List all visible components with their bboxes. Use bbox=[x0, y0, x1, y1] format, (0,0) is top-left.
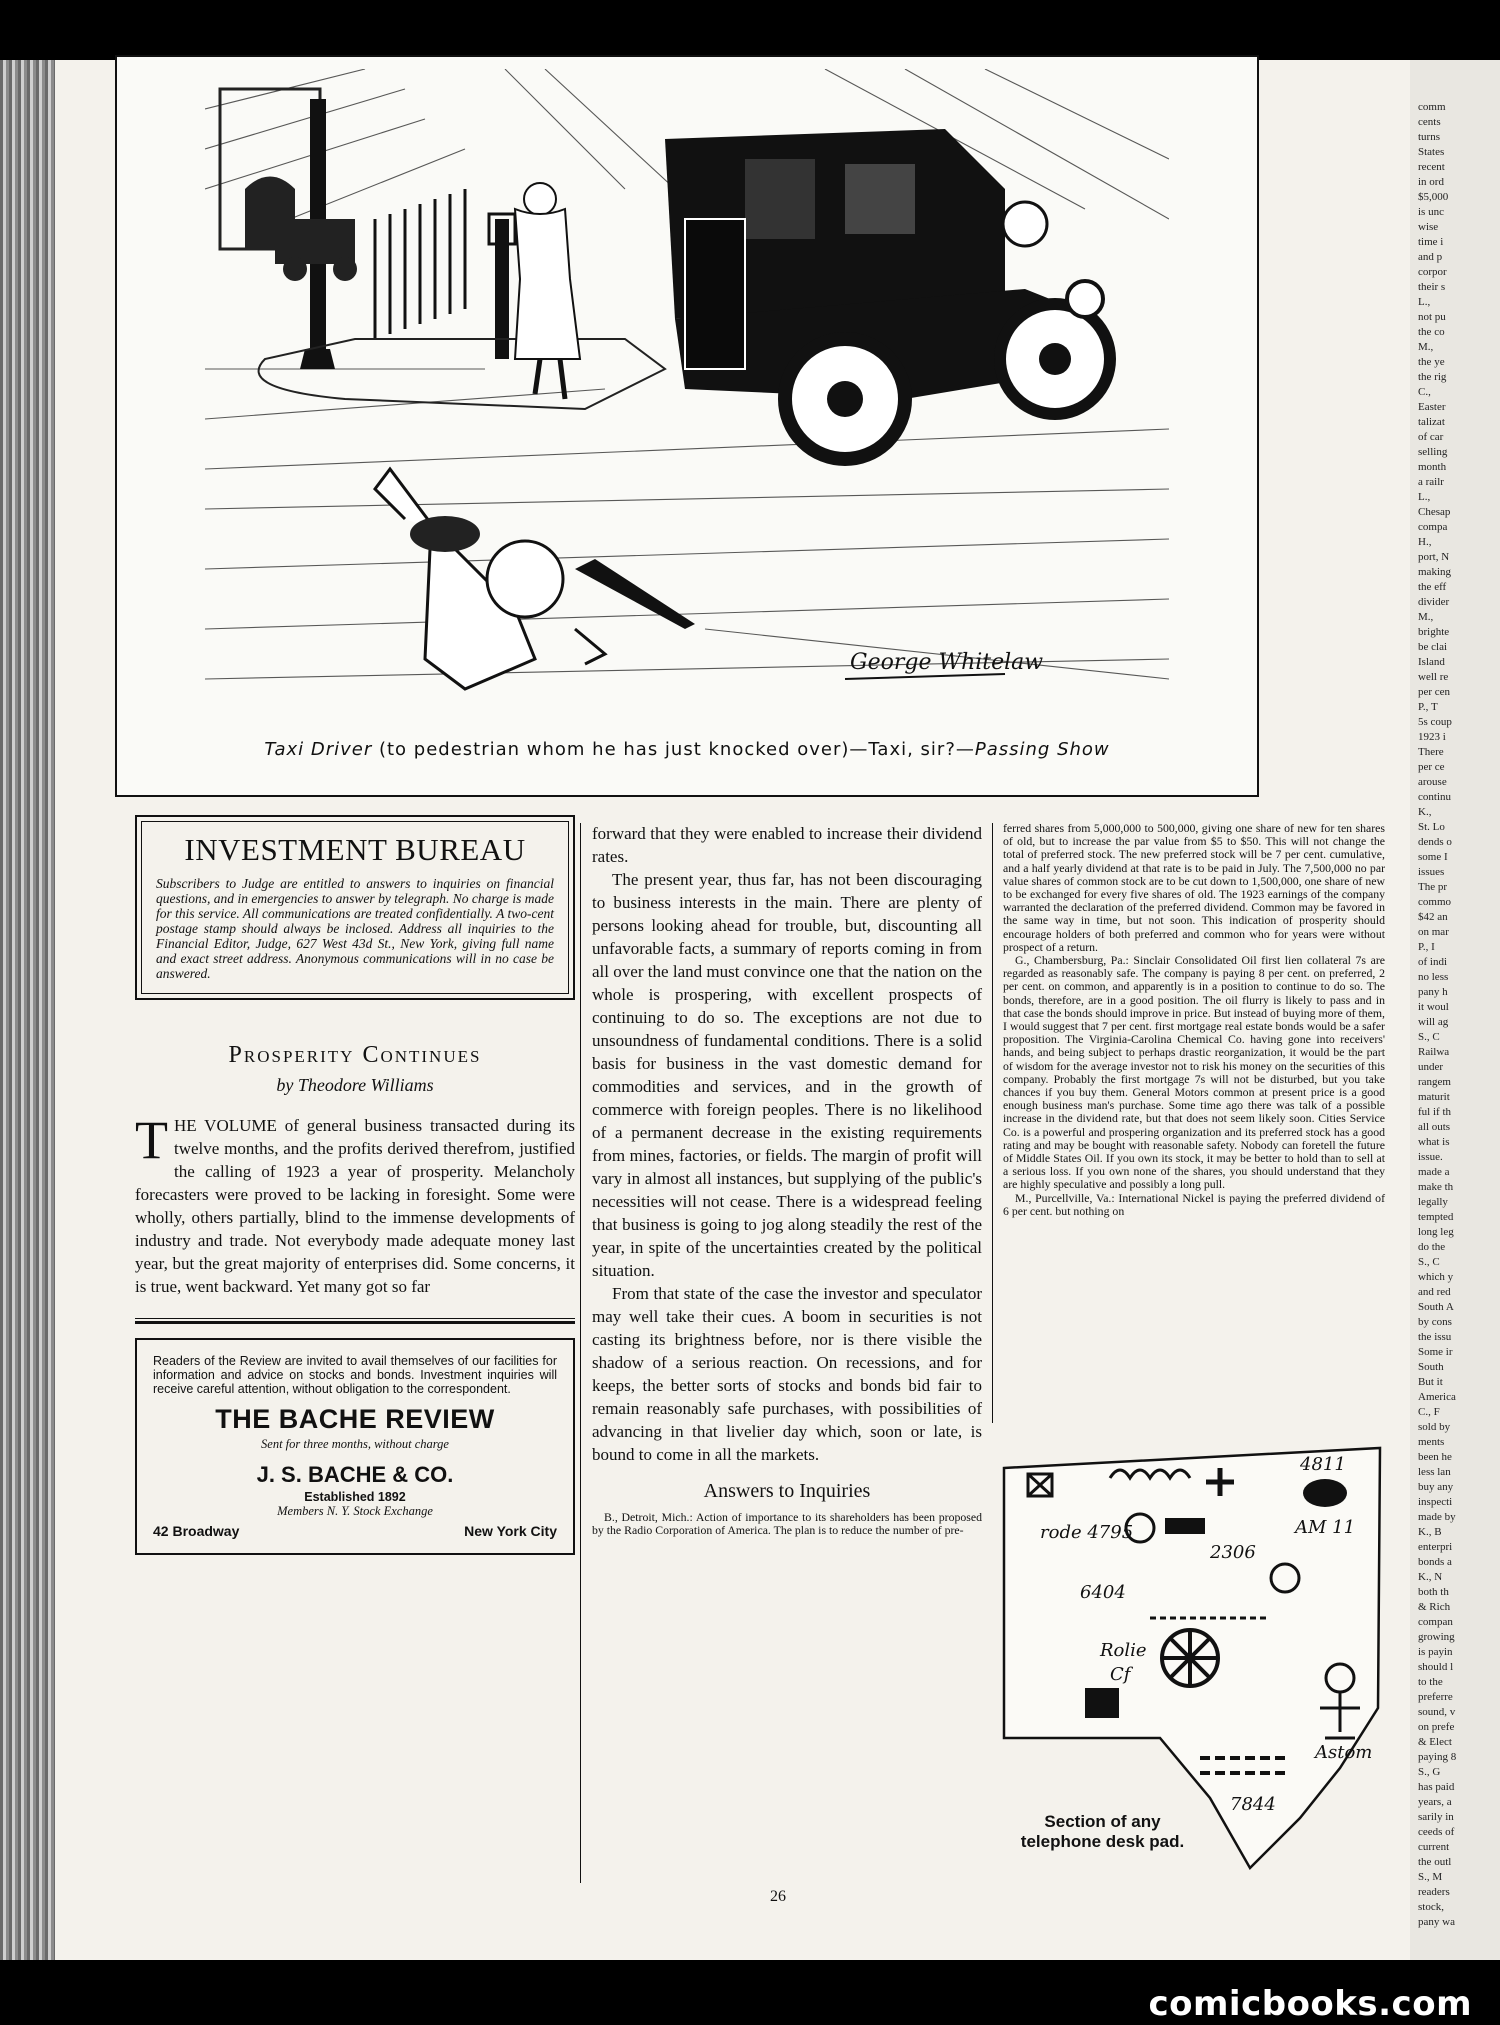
facing-page-line: H., bbox=[1418, 536, 1432, 548]
facing-page-line: will ag bbox=[1418, 1016, 1449, 1028]
ad-address: 42 Broadway bbox=[153, 1523, 240, 1539]
investment-bureau-box bbox=[135, 815, 575, 1000]
section-divider bbox=[135, 1318, 575, 1324]
facing-page-line: comm bbox=[1418, 101, 1446, 113]
facing-page-line: talizat bbox=[1418, 416, 1445, 428]
facing-page-line: cents bbox=[1418, 116, 1441, 128]
facing-page-line: wise bbox=[1418, 221, 1439, 233]
facing-page-line: paying 8 bbox=[1418, 1751, 1457, 1763]
answers-heading: Answers to Inquiries bbox=[703, 1480, 871, 1502]
facing-page-line: the outl bbox=[1418, 1856, 1452, 1868]
facing-page-line: S., C bbox=[1418, 1031, 1440, 1043]
caption-source: Passing Show bbox=[974, 739, 1110, 760]
facing-page-line: ceeds of bbox=[1418, 1826, 1455, 1838]
facing-page-line: the ye bbox=[1418, 356, 1445, 368]
facing-page-line: South bbox=[1418, 1361, 1444, 1373]
facing-page-line: C., bbox=[1418, 386, 1431, 398]
article-byline: by Theodore Williams bbox=[276, 1075, 434, 1095]
ad-city: New York City bbox=[464, 1523, 557, 1539]
facing-page-line: recent bbox=[1418, 161, 1445, 173]
facing-page-line: issue. bbox=[1418, 1151, 1443, 1163]
left-column bbox=[135, 815, 575, 1555]
facing-page-line: inspecti bbox=[1418, 1496, 1453, 1508]
middle-column bbox=[592, 822, 982, 1537]
facing-page-line: has paid bbox=[1418, 1781, 1455, 1793]
facing-page-line: not pu bbox=[1418, 311, 1446, 323]
facing-page-line: S., C bbox=[1418, 1256, 1440, 1268]
facing-page-line: do the bbox=[1418, 1241, 1446, 1253]
doodle-3: 6404 bbox=[1080, 1582, 1126, 1603]
facing-page-line: month bbox=[1418, 461, 1447, 473]
facing-page-line: ments bbox=[1418, 1436, 1445, 1448]
facing-page-line: their s bbox=[1418, 281, 1446, 293]
facing-page-line: tempted bbox=[1418, 1211, 1454, 1223]
facing-page-line: There bbox=[1418, 746, 1444, 758]
facing-page-line: the eff bbox=[1418, 581, 1447, 593]
facing-page-line: issues bbox=[1418, 866, 1445, 878]
facing-page-line: bonds a bbox=[1418, 1556, 1452, 1568]
facing-page-line: & Elect bbox=[1418, 1736, 1452, 1748]
facing-page-line: C., F bbox=[1418, 1406, 1440, 1418]
facing-page-line: M., bbox=[1418, 341, 1434, 353]
facing-page-line: commo bbox=[1418, 896, 1451, 908]
facing-page-line: sarily in bbox=[1418, 1811, 1454, 1823]
facing-page-line: no less bbox=[1418, 971, 1449, 983]
right-column bbox=[1003, 822, 1385, 1218]
doodle-1: rode 4795 bbox=[1040, 1522, 1134, 1543]
doodle-8: 7844 bbox=[1230, 1794, 1276, 1815]
facing-page bbox=[1410, 60, 1500, 1960]
facing-page-line: dends o bbox=[1418, 836, 1452, 848]
column-rule-1 bbox=[580, 823, 581, 1883]
facing-page-line: sound, v bbox=[1418, 1706, 1456, 1718]
doodle-6: AM 11 bbox=[1295, 1517, 1356, 1538]
facing-page-line: Easter bbox=[1418, 401, 1446, 413]
page-number: 26 bbox=[770, 1888, 786, 1905]
facing-page-line: preferre bbox=[1418, 1691, 1453, 1703]
facing-page-line: be clai bbox=[1418, 641, 1448, 653]
article-paragraph-3: From that state of the case the investor and speculator may well take their cues. A boom in securities is not casting its brightness before, nor is there visible the shadow of a serious reaction. On recessions, and for keeps, the better sorts of stocks and bonds bid fair to remain reasonably safe purchases, with possibilities of advancing in that livelier day which, soon or late, is bound to come in all the markets. bbox=[592, 1284, 982, 1464]
facing-page-text bbox=[1418, 100, 1496, 1940]
facing-page-line: should l bbox=[1418, 1661, 1454, 1673]
facing-page-line: years, a bbox=[1418, 1796, 1452, 1808]
facing-page-line: St. Lo bbox=[1418, 821, 1445, 833]
investment-bureau-title: INVESTMENT BUREAU bbox=[184, 832, 526, 867]
facing-page-line: But it bbox=[1418, 1376, 1443, 1388]
facing-page-line: ful if th bbox=[1418, 1106, 1451, 1118]
facing-page-line: stock, bbox=[1418, 1901, 1444, 1913]
ad-established: Established 1892 bbox=[304, 1490, 406, 1504]
doodle-4: Rolie bbox=[1100, 1640, 1147, 1661]
facing-page-line: the issu bbox=[1418, 1331, 1452, 1343]
facing-page-line: growing bbox=[1418, 1631, 1455, 1643]
investment-bureau-notice: Subscribers to Judge are entitled to answers to inquiries on financial questions, and in emergencies to answer by telegraph. No charge is made for this service. All communications are treated confidentially. A two-cent postage stamp should always be inclosed. Address all inquiries to the Financial Editor, Judge, 627 West 43d St., New York, giving full name and exact street address. Anonymous communications will in no case be answered. bbox=[156, 876, 554, 981]
facing-page-line: S., G bbox=[1418, 1766, 1441, 1778]
facing-page-line: M., bbox=[1418, 611, 1434, 623]
ad-subtitle: Sent for three months, without charge bbox=[261, 1437, 449, 1451]
site-watermark: comicbooks.com bbox=[1148, 1984, 1472, 2024]
article-paragraph-1-cont: forward that they were enabled to increase their dividend rates. bbox=[592, 824, 982, 866]
facing-page-line: made a bbox=[1418, 1166, 1450, 1178]
facing-page-line: which y bbox=[1418, 1271, 1454, 1283]
facing-page-line: P., I bbox=[1418, 941, 1435, 953]
ad-firm: J. S. BACHE & CO. bbox=[256, 1462, 454, 1487]
facing-page-line: what is bbox=[1418, 1136, 1450, 1148]
facing-page-line: America bbox=[1418, 1391, 1456, 1403]
facing-page-line: compa bbox=[1418, 521, 1448, 533]
column-rule-2 bbox=[992, 823, 993, 1423]
facing-page-line: and p bbox=[1418, 251, 1443, 263]
facing-page-line: $42 an bbox=[1418, 911, 1448, 923]
facing-page-line: turns bbox=[1418, 131, 1440, 143]
facing-page-line: States bbox=[1418, 146, 1445, 158]
artist-signature: George Whitelaw bbox=[850, 650, 1044, 675]
facing-page-line: it woul bbox=[1418, 1001, 1449, 1013]
facing-page-line: less lan bbox=[1418, 1466, 1451, 1478]
facing-page-line: enterpri bbox=[1418, 1541, 1453, 1553]
facing-page-line: under bbox=[1418, 1061, 1444, 1073]
facing-page-line: L., bbox=[1418, 296, 1431, 308]
answer-detroit-cont: ferred shares from 5,000,000 to 500,000, giving one share of new for ten shares of old, but to increase the par value from $5 to $50. This will not change the total of preferred stock. The new preferred stock will be 7 per cent. cumulative, and a half yearly dividend at that rate is to be paid in July. The 7,500,000 no par value shares of common stock are to be cut down to 1,500,000, one share of new to be exchanged for every five shares of old. The 1923 earnings of the company warranted the declaration of the preferred dividend. Common may be favored in the same way in time, but not soon. This indication of prosperity should encourage holders of both preferred and common who for years were without prospect of a return. bbox=[1003, 821, 1385, 954]
facing-page-line: is unc bbox=[1418, 206, 1444, 218]
facing-page-line: pany h bbox=[1418, 986, 1448, 998]
facing-page-line: South A bbox=[1418, 1301, 1454, 1313]
facing-page-line: time i bbox=[1418, 236, 1444, 248]
facing-page-line: & Rich bbox=[1418, 1601, 1451, 1613]
facing-page-line: by cons bbox=[1418, 1316, 1452, 1328]
facing-page-line: long leg bbox=[1418, 1226, 1454, 1238]
facing-page-line: made by bbox=[1418, 1511, 1456, 1523]
cartoon-caption bbox=[117, 739, 1257, 760]
facing-page-line: S., M bbox=[1418, 1871, 1443, 1883]
facing-page-line: continu bbox=[1418, 791, 1451, 803]
facing-page-line: on prefe bbox=[1418, 1721, 1455, 1733]
facing-page-line: K., B bbox=[1418, 1526, 1442, 1538]
facing-page-line: rangem bbox=[1418, 1076, 1451, 1088]
book-binding bbox=[0, 60, 55, 1960]
facing-page-line: all outs bbox=[1418, 1121, 1451, 1133]
ad-members: Members N. Y. Stock Exchange bbox=[277, 1504, 433, 1518]
doodle-5: Cf bbox=[1110, 1664, 1131, 1685]
ad-title: THE BACHE REVIEW bbox=[215, 1404, 495, 1434]
answer-detroit: B., Detroit, Mich.: Action of importance to its shareholders has been proposed by the Radio Corporation of America. The plan is to reduce the number of pre- bbox=[592, 1510, 982, 1538]
facing-page-line: per ce bbox=[1418, 761, 1445, 773]
facing-page-line: divider bbox=[1418, 596, 1450, 608]
facing-page-line: a railr bbox=[1418, 476, 1444, 488]
bache-advertisement bbox=[135, 1338, 575, 1555]
facing-page-line: been he bbox=[1418, 1451, 1452, 1463]
facing-page-line: and red bbox=[1418, 1286, 1451, 1298]
facing-page-line: buy any bbox=[1418, 1481, 1454, 1493]
facing-page-line: $5,000 bbox=[1418, 191, 1449, 203]
facing-page-line: brighte bbox=[1418, 626, 1450, 638]
article-paragraph-1: THE VOLUME of general business transacted during its twelve months, and the profits derived therefrom, justified the calling of 1923 a year of prosperity. Melancholy forecasters were proved to be lacking in foresight. Some were wholly, others partially, blind to the immense developments of industry and trade. Not everybody made adequate money last year, but the great majority of enterprises did. Some concerns, it is true, went backward. Yet many got so far bbox=[135, 1110, 575, 1296]
facing-page-line: K., N bbox=[1418, 1571, 1443, 1583]
facing-page-line: making bbox=[1418, 566, 1451, 578]
facing-page-line: on mar bbox=[1418, 926, 1449, 938]
doodle-9: Astom bbox=[1315, 1742, 1373, 1763]
facing-page-line: corpor bbox=[1418, 266, 1447, 278]
facing-page-line: make th bbox=[1418, 1181, 1454, 1193]
facing-page-line: per cen bbox=[1418, 686, 1451, 698]
facing-page-line: some I bbox=[1418, 851, 1448, 863]
facing-page-line: port, N bbox=[1418, 551, 1450, 563]
facing-page-line: maturit bbox=[1418, 1091, 1450, 1103]
facing-page-line: pany wa bbox=[1418, 1916, 1455, 1928]
doodle-2: 2306 bbox=[1210, 1542, 1256, 1563]
facing-page-line: compan bbox=[1418, 1616, 1453, 1628]
facing-page-line: Railwa bbox=[1418, 1046, 1450, 1058]
facing-page-line: K., bbox=[1418, 806, 1432, 818]
facing-page-line: current bbox=[1418, 1841, 1450, 1853]
facing-page-line: sold by bbox=[1418, 1421, 1451, 1433]
facing-page-line: both th bbox=[1418, 1586, 1449, 1598]
doodle-7: 4811 bbox=[1300, 1454, 1346, 1475]
facing-page-line: in ord bbox=[1418, 176, 1444, 188]
facing-page-line: Some ir bbox=[1418, 1346, 1453, 1358]
facing-page-line: legally bbox=[1418, 1196, 1448, 1208]
facing-page-line: Chesap bbox=[1418, 506, 1451, 518]
facing-page-line: P., T bbox=[1418, 701, 1438, 713]
facing-page-line: selling bbox=[1418, 446, 1448, 458]
facing-page-line: arouse bbox=[1418, 776, 1447, 788]
facing-page-line: 5s coup bbox=[1418, 716, 1452, 728]
facing-page-line: Island bbox=[1418, 656, 1445, 668]
facing-page-line: L., bbox=[1418, 491, 1431, 503]
taxi-cartoon-illustration bbox=[205, 69, 1169, 717]
article-paragraph-2: The present year, thus far, has not been discouraging to business interests in the main. There are plenty of persons looking ahead for trouble, but, discounting all unfavorable facts, a summary of reports coming in from all over the land must convince one that the nation on the whole is prospering, with excellent prospects of continuing to do so. The exceptions are not due to unsoundness of fundamental conditions. There is a solid basis for business in the vast domestic demand for commodities and services, and in the growth of commerce with foreign peoples. There is no likelihood of a permanent decrease in the existing requirements from mines, factories, or fields. The margin of profit will vary in almost all instances, but supplying of the public's necessities will not cease. There is a widespread feeling that business is going to jog along steadily the rest of the year, in spite of the uncertainties created by the political situation. bbox=[592, 870, 982, 1280]
facing-page-line: the rig bbox=[1418, 371, 1447, 383]
caption-text: (to pedestrian whom he has just knocked over)—Taxi, sir?— bbox=[372, 739, 975, 760]
article-title: Prosperity Continues bbox=[228, 1042, 482, 1068]
facing-page-line: the co bbox=[1418, 326, 1445, 338]
cartoon-panel bbox=[115, 55, 1259, 797]
facing-page-line: to the bbox=[1418, 1676, 1443, 1688]
facing-page-line: The pr bbox=[1418, 881, 1448, 893]
ad-intro: Readers of the Review are invited to avail themselves of our facilities for information and advice on stocks and bonds. Investment inquiries will receive careful attention, without obligation to the correspondent. bbox=[153, 1354, 557, 1396]
drop-cap: T bbox=[135, 1110, 168, 1170]
answer-purcellville: M., Purcellville, Va.: International Nickel is paying the preferred dividend of 6 per cent. but nothing on bbox=[1003, 1190, 1385, 1218]
caption-speaker: Taxi Driver bbox=[264, 739, 373, 760]
desk-pad-caption: Section of any telephone desk pad. bbox=[1020, 1812, 1185, 1851]
facing-page-line: well re bbox=[1418, 671, 1449, 683]
answer-chambersburg: G., Chambersburg, Pa.: Sinclair Consolidated Oil first lien collateral 7s are regarded as reasonably safe. The company is paying 8 per cent. on preferred, 2 per cent. on common, and apparently is in a position to continue to do so. The bonds, therefore, are in a good position. The oil flurry is likely to pass and in that case the bonds should improve in price. But instead of buying more of them, I would suggest that 7 per cent. first mortgage real estate bonds would be a safer proposition. The Virginia-Carolina Chemical Co. having gone into receivers' hands, and being subject to perhaps drastic reorganization, it would be the part of wisdom for the average investor not to risk his money on the securities of this company. Probably the first mortgage 7s will not be disturbed, but you take chances if you buy them. General Motors common at present price is a good enough business man's purchase. Some time ago there was talk of a possible increase in the dividend rate, but that does not seem likely soon. Cities Service Co. is a powerful and prospering organization and its preferred stock has a good rating and may be bought with reasonable safety. Nobody can foretell the future of Middle States Oil. If you own its stock, it may be better to hold than to sell at a serious loss. If you own none of the shares, you should understand that they are highly speculative and possibly a long pull. bbox=[1003, 953, 1386, 1192]
facing-page-line: 1923 i bbox=[1418, 731, 1446, 743]
facing-page-line: is payin bbox=[1418, 1646, 1453, 1658]
facing-page-line: of indi bbox=[1418, 956, 1448, 968]
facing-page-line: readers bbox=[1418, 1886, 1450, 1898]
facing-page-line: of car bbox=[1418, 431, 1444, 443]
